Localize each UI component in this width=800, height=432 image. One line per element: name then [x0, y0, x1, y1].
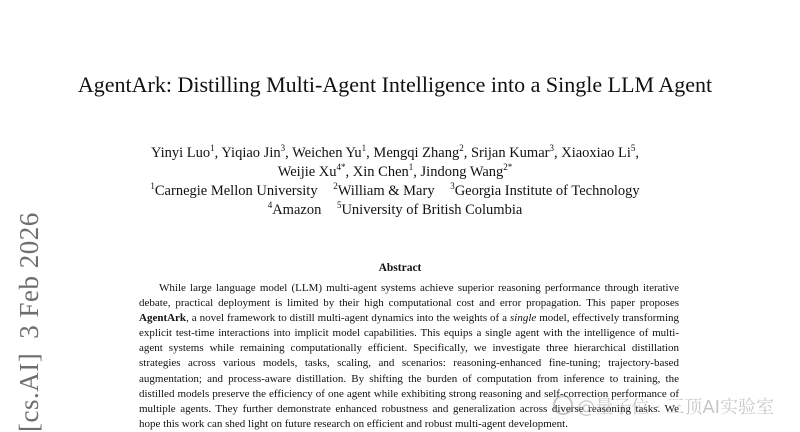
author: Mengqi Zhang$^2$,	[373, 143, 468, 161]
author-list	[80, 144, 710, 182]
arxiv-category: [cs.AI]	[14, 352, 44, 432]
source-watermark	[553, 393, 774, 419]
paper-title: AgentArk: Distilling Multi-Agent Intelligence into a Single LLM Agent	[77, 72, 713, 97]
framework-name: AgentArk	[139, 312, 187, 325]
author: Yinyi Luo$^1$,	[150, 143, 219, 161]
author: Xin Chen$^1$,	[352, 162, 417, 180]
affiliation: $^4$Amazon	[267, 200, 322, 218]
affiliation: $^1$Carnegie Mellon University	[150, 181, 318, 199]
watermark-text: @量子位 · 三顶AI实验室	[577, 397, 774, 418]
author: Weichen Yu$^1$,	[292, 143, 370, 161]
affiliation: $^5$University of British Columbia	[336, 200, 523, 218]
arxiv-date: 3 Feb 2026	[14, 212, 44, 339]
author: Weijie $Xu^{4*}$,	[277, 162, 350, 180]
author: Jindong Wang$^{2*}$	[420, 162, 513, 180]
affiliation-list	[80, 182, 710, 220]
watermark-logo-icon	[553, 395, 573, 415]
author: Srijan Kumar$^3$,	[470, 143, 558, 161]
emphasis-single: single	[510, 312, 537, 325]
affiliation: $^3$Georgia Institute of Technology	[450, 181, 640, 199]
abstract-body: While large language model (LLM) multi-agent systems achieve superior reasoning performance through iterative debate, practical deployment is limited by their high computational cost and error propagation. This paper proposes AgentArk, a novel framework to distill multi-agent dynamics into the weights of a single model, effectively transforming explicit test-time interactions into implicit model capabilities. This equips a single agent with the intelligence of multi-agent systems while remaining computationally efficient. Specifically, we investigate three hierarchical distillation strategies across various models, tasks, scaling, and scenarios: reasoning-enhanced fine-tuning; trajectory-based augmentation; and process-aware distillation. By shifting the burden of computation from inference to training, the distilled models preserve the efficiency of one agent while exhibiting strong reasoning and self-correction performance of multiple agents. They further demonstrate enhanced robustness and generalization across diverse reasoning tasks. We hope this work can shed light on future research on efficient and robust multi-agent development.	[139, 282, 680, 430]
author: Yiqiao Jin$^3$,	[221, 143, 289, 161]
affiliation: $^2$William & Mary	[333, 181, 435, 199]
arxiv-identifier-stamp	[14, 32, 45, 432]
author: Xiaoxiao Li$^5$,	[561, 143, 640, 161]
abstract-heading: Abstract	[378, 262, 422, 274]
author-block	[80, 144, 710, 220]
